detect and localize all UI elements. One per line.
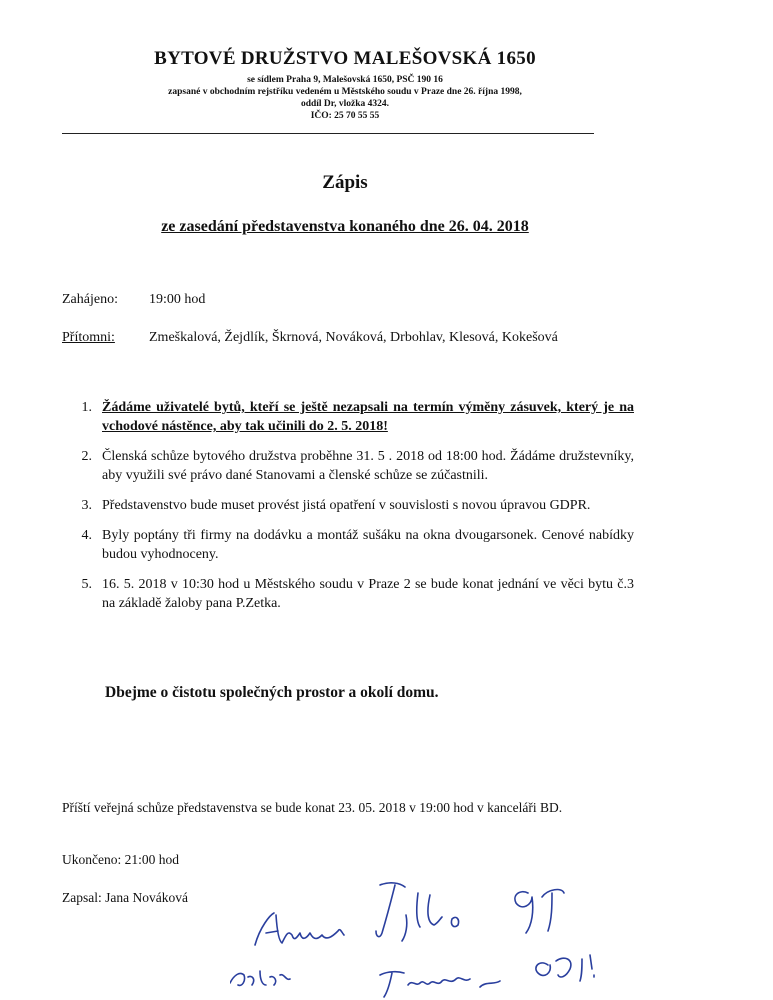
- registry-line: zapsané v obchodním rejstříku vedeném u Městského soudu v Praze dne 26. října 1998,: [168, 87, 522, 97]
- agenda-item: [62, 447, 634, 485]
- signature-2: [376, 883, 459, 941]
- agenda-item-text: Žádáme uživatelé bytů, kteří se ještě nezapsali na termín výměny zásuvek, který je na vchodové nástěnce, aby tak učinili do 2. 5. 2018!: [102, 400, 634, 434]
- agenda-item-text: Představenstvo bude muset provést jistá opatření v souvislosti s novou úpravou GDPR.: [102, 498, 591, 513]
- ended-time: Ukončeno: 21:00 hod: [62, 852, 179, 867]
- present-label: Přítomni:: [62, 330, 115, 345]
- agenda-item: [62, 496, 634, 515]
- agenda-item-number: 4.: [81, 528, 92, 543]
- document-subtitle: ze zasedání představenstva konaného dne 26. 04. 2018: [161, 218, 529, 235]
- registry-section-line: oddíl Dr, vložka 4324.: [300, 99, 390, 109]
- agenda-item: [62, 398, 634, 436]
- started-label: Zahájeno:: [62, 292, 118, 307]
- agenda-item-number: 2.: [81, 449, 92, 464]
- present-value: Zmeškalová, Žejdlík, Škrnová, Nováková, Drbohlav, Klesová, Kokešová: [149, 330, 558, 345]
- signature-1: [255, 913, 344, 945]
- signature-5: [380, 972, 500, 997]
- organization-name: BYTOVÉ DRUŽSTVO MALEŠOVSKÁ 1650: [154, 48, 536, 69]
- written-by: Zapsal: Jana Nováková: [62, 890, 188, 905]
- agenda-item-text: Členská schůze bytového družstva proběhne 31. 5 . 2018 od 18:00 hod. Žádáme družstevníky, aby využili své právo dané Stanovami a členské schůze se zúčastnili.: [102, 449, 634, 483]
- agenda-item-number: 1.: [81, 400, 92, 415]
- agenda-item-text: Byly poptány tři firmy na dodávku a montáž sušáku na okna dvougarsonek. Cenové nabídky budou vyhodnoceny.: [102, 528, 634, 562]
- agenda-item-text: 16. 5. 2018 v 10:30 hod u Městského soudu v Praze 2 se bude konat jednání ve věci bytu č.3 na základě žaloby pana P.Zetka.: [102, 577, 634, 611]
- agenda-list: [62, 398, 634, 624]
- signature-3: [515, 890, 564, 933]
- agenda-item-number: 5.: [81, 577, 92, 592]
- document-title: Zápis: [322, 172, 368, 193]
- signature-6: [536, 955, 594, 981]
- started-value: 19:00 hod: [149, 292, 206, 307]
- cleanliness-note: Dbejme o čistotu společných prostor a okolí domu.: [105, 684, 439, 701]
- company-id-line: IČO: 25 70 55 55: [310, 111, 380, 121]
- next-meeting-note: Příští veřejná schůze představenstva se bude konat 23. 05. 2018 v 19:00 hod v kanceláři BD.: [62, 800, 563, 815]
- registered-office-line: se sídlem Praha 9, Malešovská 1650, PSČ 190 16: [247, 75, 443, 85]
- agenda-item-number: 3.: [81, 498, 92, 513]
- agenda-item: [62, 575, 634, 613]
- signature-4: [230, 971, 290, 985]
- agenda-item: [62, 526, 634, 564]
- header-divider: [62, 133, 594, 134]
- handwritten-signatures: [230, 875, 650, 1000]
